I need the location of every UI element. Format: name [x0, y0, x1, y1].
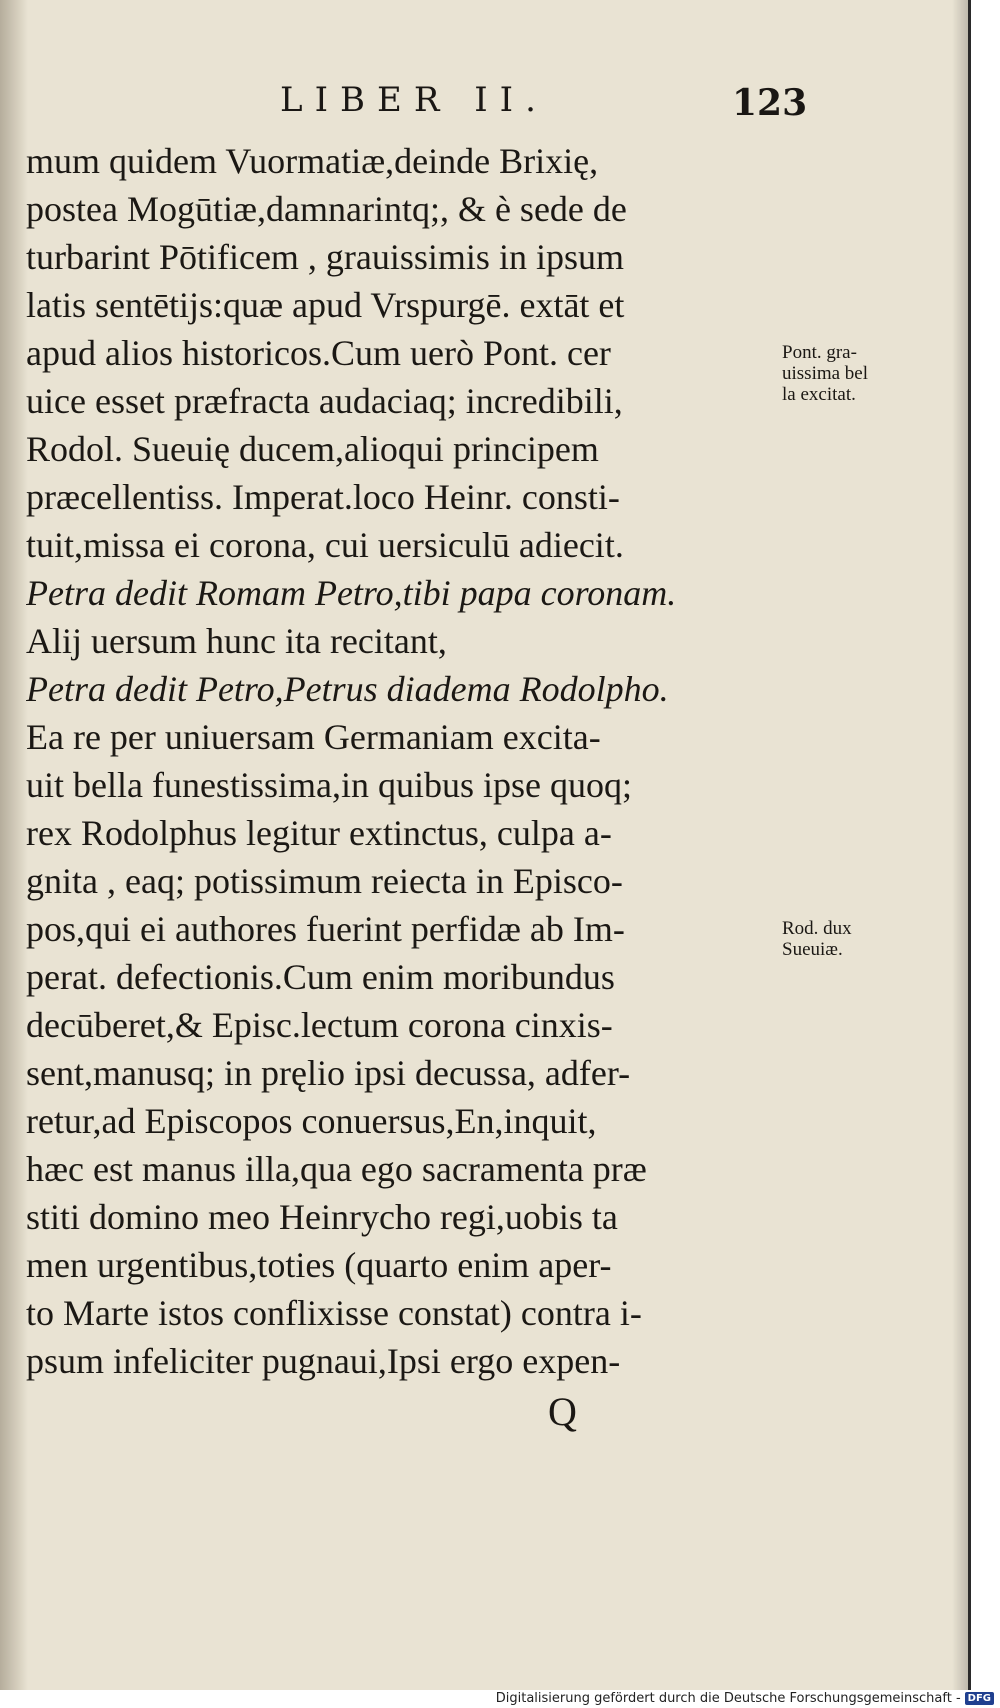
text-line: Alij uersum hunc ita recitant,: [26, 621, 447, 661]
catchword: Q: [548, 1389, 577, 1434]
marginal-note-line: Sueuiæ.: [782, 939, 843, 960]
text-line: decūberet,& Episc.lectum corona cinxis-: [26, 1005, 613, 1045]
text-line: men urgentibus,toties (quarto enim aper-: [26, 1245, 612, 1285]
marginal-note-line: Rod. dux: [782, 918, 852, 939]
text-line: mum quidem Vuormatiæ,deinde Brixię,: [26, 141, 599, 181]
verse-line: Petra dedit Romam Petro,tibi papa coronam.: [26, 573, 677, 613]
text-line: uice esset præfracta audaciaq; incredibili,: [26, 381, 623, 421]
text-line: tuit,missa ei corona, cui uersiculū adiecit.: [26, 525, 624, 565]
page-number: 123: [732, 82, 808, 124]
text-line: præcellentiss. Imperat.loco Heinr. consti-: [26, 477, 620, 517]
text-line: psum infeliciter pugnaui,Ipsi ergo expen-: [26, 1341, 621, 1381]
digitization-credit: [496, 1691, 994, 1706]
text-line: apud alios historicos.Cum uerò Pont. cer: [26, 333, 611, 373]
marginal-note-line: uissima bel: [782, 363, 869, 384]
body-text: [26, 137, 786, 1385]
text-line: Ea re per uniuersam Germaniam excita-: [26, 717, 601, 757]
text-line: perat. defectionis.Cum enim moribundus: [26, 957, 615, 997]
text-line: latis sentētijs:quæ apud Vrspurgē. extāt et: [26, 285, 625, 325]
text-line: hæc est manus illa,qua ego sacramenta præ: [26, 1149, 647, 1189]
text-line: postea Mogūtiæ,damnarintq;, & è sede de: [26, 189, 627, 229]
text-line: pos,qui ei authores fuerint perfidæ ab Im-: [26, 909, 625, 949]
marginal-note-line: la excitat.: [782, 384, 856, 405]
page-gutter-shadow: [0, 0, 28, 1690]
text-line: sent,manusq; in pręlio ipsi decussa, adfer-: [26, 1053, 631, 1093]
page-edge-shadow: [952, 0, 968, 1690]
text-line: gnita , eaq; potissimum reiecta in Episco-: [26, 861, 623, 901]
verse-line: Petra dedit Petro,Petrus diadema Rodolpho.: [26, 669, 669, 709]
text-line: stiti domino meo Heinrycho regi,uobis ta: [26, 1197, 618, 1237]
dfg-logo: DFG: [965, 1692, 994, 1705]
marginal-note-1: [782, 342, 868, 405]
running-head: LIBER II.: [280, 80, 548, 120]
text-line: retur,ad Episcopos conuersus,En,inquit,: [26, 1101, 597, 1141]
text-line: Rodol. Sueuię ducem,alioqui principem: [26, 429, 599, 469]
text-line: rex Rodolphus legitur extinctus, culpa a-: [26, 813, 612, 853]
text-line: to Marte istos conflixisse constat) contra i-: [26, 1293, 642, 1333]
text-line: turbarint Pōtificem , grauissimis in ipsum: [26, 237, 624, 277]
credit-text: Digitalisierung gefördert durch die Deutsche Forschungsgemeinschaft -: [495, 1691, 961, 1706]
marginal-note-2: [782, 918, 852, 960]
marginal-note-line: Pont. gra-: [782, 342, 857, 363]
text-line: uit bella funestissima,in quibus ipse quoq;: [26, 765, 632, 805]
